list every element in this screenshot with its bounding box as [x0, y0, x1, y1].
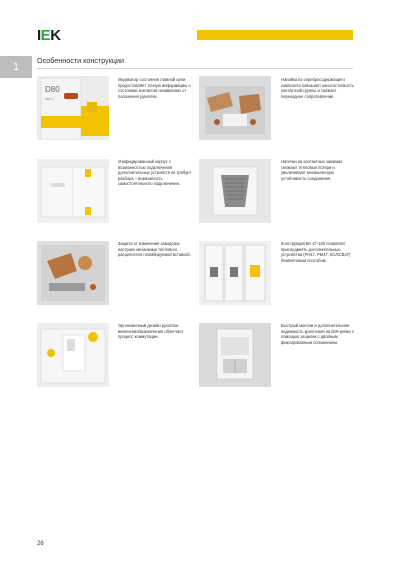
mechanism-photo [37, 241, 109, 305]
section-title: Особенности конструкции [37, 56, 125, 65]
feature-text-4: Насечки на контактных зажимах снижают тепловые потери и увеличивают механическую устойчивость соединения. [281, 159, 343, 181]
din-latch-photo [199, 323, 271, 387]
contacts-photo [199, 76, 271, 140]
rating-label: D80 [45, 85, 60, 94]
feature-text-5: Защита от изменения заводских настроек механизма теплового расцепителя пломбируемой вставкой. [118, 241, 191, 258]
title-divider [37, 68, 353, 69]
feature-text-1: Индикатор состояния главной цепи предоставляет точную информацию о состоянии контактов независимо от положения рукоятки. [118, 77, 191, 99]
page-number: 26 [37, 541, 44, 547]
feature-text-2: Напайка из серебросодержащего композита повышает износостойкость контактной группы и снижает переходное сопротивление. [281, 77, 354, 99]
section-number-tab [0, 56, 32, 78]
feature-text-3: Унифицированный корпус с возможностью подключения дополнительных устройств не требует разбора – возможность самостоятельного подключения. [118, 159, 192, 187]
header-accent-bar [197, 30, 353, 40]
voltage-label: 400 V~ [45, 97, 55, 101]
clamp-photo [199, 159, 271, 223]
feature-text-8: Быстрый монтаж и дополнительная надежность крепления на DIN-рейке с помощью защелки с двойным фиксированным положением. [281, 323, 354, 345]
indicator-photo [37, 76, 109, 140]
housing-photo [37, 159, 109, 223]
iek-logo [37, 27, 61, 44]
logo-letter-e: E [40, 27, 51, 44]
logo-letter-i: I [37, 27, 41, 44]
handle-photo [37, 323, 109, 387]
feature-text-6: Конструкция ВА 47-100 позволяет присоединять дополнительные устройства (РН47, РМ47, КС/КСВ47) безвинтовым способом. [281, 241, 351, 263]
accessories-photo [199, 241, 271, 305]
section-number: 1 [12, 61, 20, 73]
logo-letter-k: K [50, 27, 61, 44]
feature-text-7: Эргономичный дизайн рукоятки включения/выключения облегчает процесс коммутации. [118, 323, 184, 340]
